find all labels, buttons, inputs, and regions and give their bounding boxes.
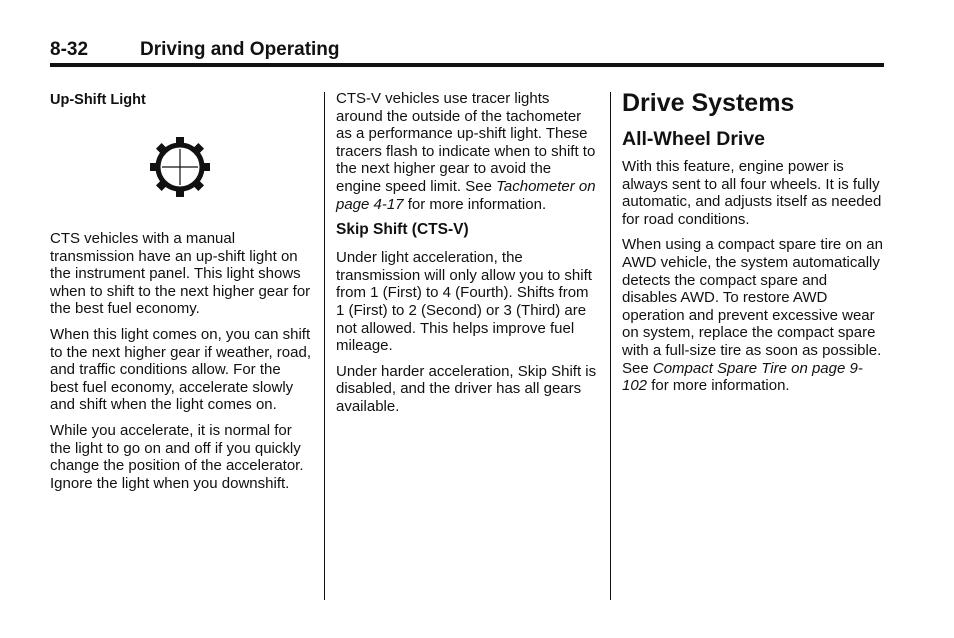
paragraph: Under light acceleration, the transmission will only allow you to shift from 1 (First) to 4 (Fourth). Shifts from 1 (First) to 2 (Second) or 3 (Third) are not allowed. This helps improve fuel mileage. xyxy=(336,249,592,355)
paragraph-text: When using a compact spare tire on an AWD vehicle, the system automatically detects the compact spare and disables AWD. To restore AWD operation and prevent excessive wear on system, replace the compact spare with a full-size tire as soon as possible. See xyxy=(622,236,883,377)
paragraph xyxy=(622,236,884,394)
upshift-light-heading: Up-Shift Light xyxy=(50,92,146,108)
column-2 xyxy=(336,90,598,424)
column-1 xyxy=(50,90,312,500)
cross-reference: Compact Spare Tire on page 9-102 xyxy=(622,359,863,395)
upshift-light-gear-icon xyxy=(149,136,211,198)
all-wheel-drive-heading: All-Wheel Drive xyxy=(622,128,766,150)
paragraph: Under harder acceleration, Skip Shift is disabled, and the driver has all gears available. xyxy=(336,362,597,415)
paragraph: CTS vehicles with a manual transmission have an up-shift light on the instrument panel. This light shows when to shift to the next higher gear for the best fuel economy. xyxy=(50,230,311,318)
paragraph xyxy=(336,90,598,213)
paragraph: When this light comes on, you can shift to the next higher gear if weather, road, and traffic conditions allow. For the best fuel economy, accelerate slowly and shift when the light comes on. xyxy=(50,325,311,414)
page-number: 8-32 xyxy=(50,39,89,60)
paragraph-text: CTS-V vehicles use tracer lights around the outside of the tachometer as a performance up-shift light. These tracers flash to indicate when to shift to the next higher gear to avoid the engine speed limit. See xyxy=(336,90,596,195)
page-header xyxy=(50,38,884,64)
paragraph: With this feature, engine power is always sent to all four wheels. It is fully automatic, and adjusts itself as needed for road conditions. xyxy=(622,158,882,228)
paragraph: While you accelerate, it is normal for the light to go on and off if you quickly change the position of the accelerator. Ignore the light when you downshift. xyxy=(50,421,304,492)
drive-systems-title: Drive Systems xyxy=(622,89,795,117)
column-divider xyxy=(610,92,611,600)
paragraph-text: for more information. xyxy=(647,377,790,395)
upshift-light-figure xyxy=(50,109,312,230)
column-divider xyxy=(324,92,325,600)
header-rule xyxy=(50,63,884,67)
section-title: Driving and Operating xyxy=(140,39,340,60)
paragraph-text: for more information. xyxy=(403,195,547,213)
cross-reference: Tachometer on page 4-17 xyxy=(336,177,596,213)
skip-shift-heading: Skip Shift (CTS-V) xyxy=(336,221,469,239)
column-3 xyxy=(622,90,884,403)
